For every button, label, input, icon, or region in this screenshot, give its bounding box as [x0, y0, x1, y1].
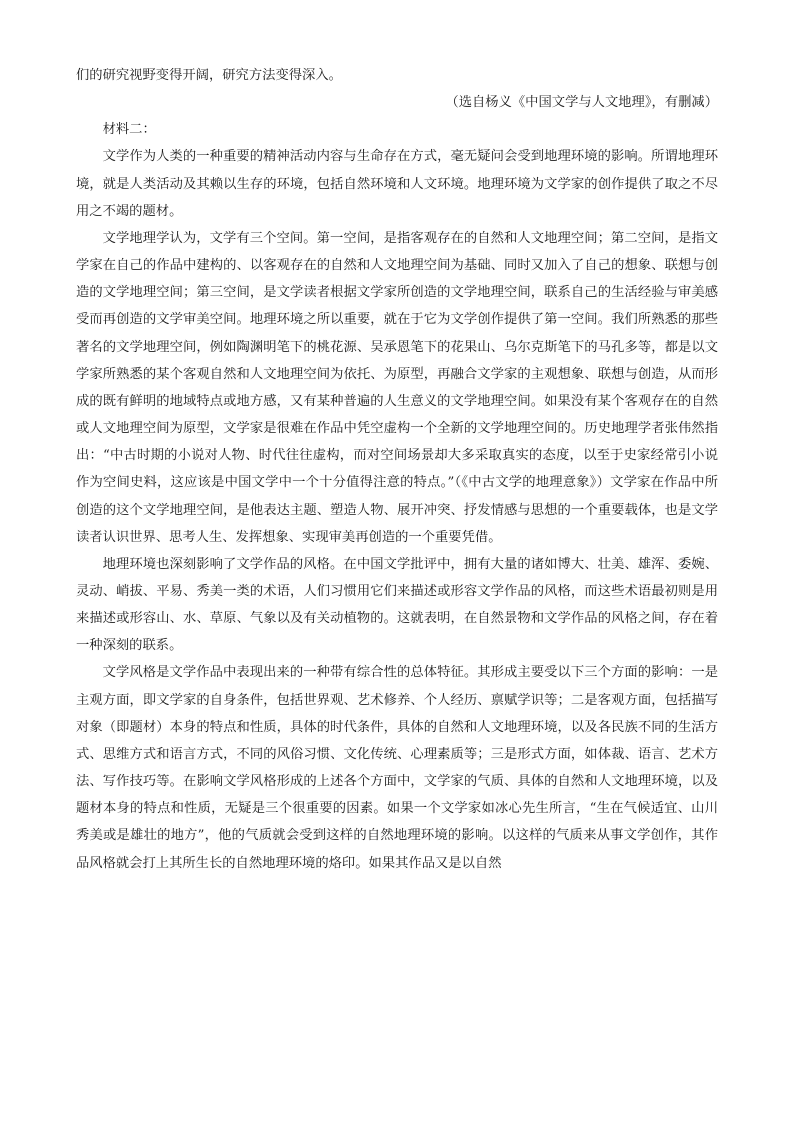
paragraph-4: 文学风格是文学作品中表现出来的一种带有综合性的总体特征。其形成主要受以下三个方面的影响：一是主观方面，即文学家的自身条件，包括世界观、艺术修养、个人经历、禀赋学识等；二是客观方面，包括描写对象（即题材）本身的特点和性质，具体的时代条件，具体的自然和人文地理环境，以及各民族不同的生活方式、思维方式和语言方式，不同的风俗习惯、文化传统、心理素质等；三是形式方面，如体裁、语言、艺术方法、写作技巧等。在影响文学风格形成的上述各个方面中，文学家的气质、具体的自然和人文地理环境，以及题材本身的特点和性质，无疑是三个很重要的因素。如果一个文学家如冰心先生所言，“生在气候适宜、山川秀美或是雄壮的地方”，他的气质就会受到这样的自然地理环境的影响。以这样的气质来从事文学创作，其作品风格就会打上其所生长的自然地理环境的烙印。如果其作品又是以自然: [76, 665, 718, 871]
article-body: [76, 62, 718, 877]
section-label: 材料二：: [102, 122, 156, 138]
paragraph-2: 文学地理学认为，文学有三个空间。第一空间，是指客观存在的自然和人文地理空间；第二空间，是指文学家在自己的作品中建构的、以客观存在的自然和人文地理空间为基础、同时又加入了自己的想象、联想与创造的文学地理空间；第三空间，是文学读者根据文学家所创造的文学地理空间，联系自己的生活经验与审美感受而再创造的文学审美空间。地理环境之所以重要，就在于它为文学创作提供了第一空间。我们所熟悉的那些著名的文学地理空间，例如陶渊明笔下的桃花源、吴承恩笔下的花果山、乌尔克斯笔下的马孔多等，都是以文学家所熟悉的某个客观自然和人文地理空间为依托、为原型，再融合文学家的主观想象、联想与创造，从而形成的既有鲜明的地域特点或地方感，又有某种普遍的人生意义的文学地理空间。如果没有某个客观存在的自然或人文地理空间为原型，文学家是很难在作品中凭空虚构一个全新的文学地理空间的。历史地理学者张伟然指出：“中古时期的小说对人物、时代往往虚构，而对空间场景却大多采取真实的态度，以至于史家经常引小说作为空间史料，这应该是中国文学中一个十分值得注意的特点。”（《中古文学的地理意象》）文学家在作品中所创造的这个文学地理空间，是他表达主题、塑造人物、展开冲突、抒发情感与思想的一个重要载体，也是文学读者认识世界、思考人生、发挥想象、实现审美再创造的一个重要凭借。: [76, 230, 718, 545]
continuation-line: 们的研究视野变得开阔，研究方法变得深入。: [76, 68, 342, 83]
paragraph-1: 文学作为人类的一种重要的精神活动内容与生命存在方式，毫无疑问会受到地理环境的影响。所谓地理环境，就是人类活动及其赖以生存的环境，包括自然环境和人文环境。地理环境为文学家的创作提供了取之不尽用之不竭的题材。: [76, 149, 718, 219]
paragraph-3: 地理环境也深刻影响了文学作品的风格。在中国文学批评中，拥有大量的诸如博大、壮美、雄浑、委婉、灵动、峭拔、平易、秀美一类的术语，人们习惯用它们来描述或形容文学作品的风格，而这些术语最初则是用来描述或形容山、水、草原、气象以及有关动植物的。这就表明，在自然景物和文学作品的风格之间，存在着一种深刻的联系。: [76, 556, 718, 654]
source-citation: （选自杨义《中国文学与人文地理》，有删减）: [445, 95, 718, 111]
